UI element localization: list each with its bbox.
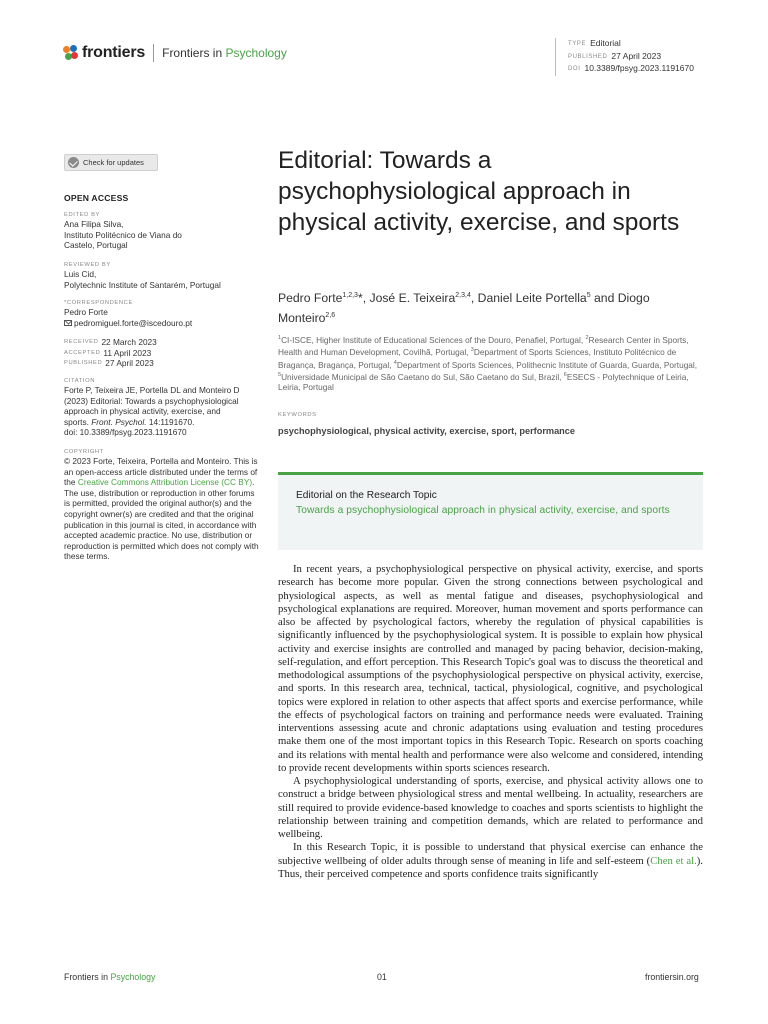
citation-text: approach in physical activity, exercise, and [64,406,221,417]
type-value: Editorial [590,38,621,48]
citation-label: CITATION [64,378,95,384]
email-icon [64,320,72,326]
check-for-updates-button[interactable] [64,154,158,171]
copyright-text: © 2023 Forte, Teixeira, Portella and Monteiro. This is an open-access article distributed under the terms of the Creative Commons Attribution License (CC BY). The use, distribution or reproduction in other forums is permitted, provided the original author(s) and the copyright owner(s) are credited and that the original publication in this journal is cited, in accordance with accepted academic practice. No use, distribution or reproduction is permitted which does not comply with these terms. [64,456,259,562]
reviewer-line: Luis Cid, [64,269,97,279]
keywords: psychophysiological, physical activity, exercise, sport, performance [278,426,576,436]
body-paragraph: In recent years, a psychophysiological perspective on physical activity, exercise, and sports research has become more popular. Given the strong connections between psychological and physiological aspects, as well as mental fatigue and diseases, psychophysiological and psychological explanations are required. Moreover, human movement and sports performance can also be affected by psychological factors, whereby the regulation of physical capabilities is significantly influenced by the psychophysiological system. It is possible to explain how physical activity and exercise insights are controlled and managed by pacing behavior, decision-making, self-regulation, and effort perception. This Research Topic's goal was to discuss the theoretical and methodological assumptions of the psychophysiological perspective on physical activity, exercise, and sports. In this research area, technical, tactical, physiological, cognitive, and psychological topics were explored in relation to other aspects that affect sports and exercise performance, while the effects of psychological factors on training and performance needs were evaluated. Training interventions assessing acute and chronic adaptations using evaluation and testing procedures make them one of the most important topics in this Research Topic. Research on sports coaching and its relations with mental health and performance were also welcome and considered, intending to provide recent developments within sports sciences research. [278,563,703,774]
doi-label: DOI [568,66,581,72]
accepted-date: 11 April 2023 [103,347,152,358]
body-paragraph: In this Research Topic, it is possible to understand that physical exercise can enhance the subjective wellbeing of older adults through sense of meaning in life and self-esteem (Chen et al.). Thus, their perceived competence and sports confidence traits significantly [278,841,703,880]
citation-block [64,377,260,438]
received-date: 22 March 2023 [101,337,157,347]
citation-text: (2023) Editorial: Towards a psychophysiological [64,395,239,406]
edited-by-label: EDITED BY [64,212,101,218]
author-name[interactable]: Daniel Leite Portella [477,291,587,306]
footer-site-link[interactable]: frontiersin.org [645,972,699,982]
doi-value[interactable]: 10.3389/fpsyg.2023.1191670 [584,63,694,73]
author-affil-sup: 5 [586,292,591,299]
correspondence-name: Pedro Forte [64,307,108,317]
copyright-label: COPYRIGHT [64,449,104,455]
dates-block [64,337,260,369]
research-topic-heading: Editorial on the Research Topic [296,490,437,501]
author-name[interactable]: Diogo Monteiro [278,291,650,326]
published-label: PUBLISHED [568,53,608,60]
editor-line: Castelo, Portugal [64,240,128,251]
reviewed-by-label: REVIEWED BY [64,262,111,268]
correspondence-email[interactable]: pedromiguel.forte@iscedouro.pt [74,317,193,328]
cc-license-link[interactable]: Creative Commons Attribution License (CC BY) [77,477,253,488]
brand-name: frontiers [82,44,146,61]
copyright-block [64,448,262,562]
citation-text: Forte P, Teixeira JE, Portella DL and Monteiro D [64,385,240,395]
article-title: Editorial: Towards a psychophysiological approach in physical activity, exercise, and sports [278,147,680,236]
keywords-label: KEYWORDS [278,412,317,418]
corresponding-mark: * [357,291,363,306]
chen-citation-link[interactable]: Chen et al. [650,854,697,867]
page-number: 01 [377,972,387,982]
received-label: RECEIVED [64,339,99,345]
type-label: TYPE [568,41,587,47]
edited-by-block [64,211,260,251]
article-meta [555,38,694,76]
check-for-updates-label: Check for updates [83,158,144,167]
open-access-label: OPEN ACCESS [64,193,129,203]
reviewer-line: Polytechnic Institute of Santarém, Portugal [64,279,221,290]
citation-text: sports. Front. Psychol. 14:1191670. [64,416,195,427]
author-affil-sup: 2,3,4 [455,292,471,299]
logo-divider [153,44,154,62]
published-value: 27 April 2023 [611,50,662,61]
research-topic-box [278,472,703,550]
author-list: Pedro Forte$^{1,2,3}$*, José E. Teixeira$^{2,3,4}$, Daniel Leite Portella$^5$ and Diogo Monteiro$^{2,6}$ [278,291,650,326]
checkmark-icon [68,157,79,168]
author-name[interactable]: José E. Teixeira [369,291,456,306]
published-date: 27 April 2023 [105,358,154,369]
reviewed-by-block [64,261,260,290]
citation-doi: doi: 10.3389/fpsyg.2023.1191670 [64,427,187,438]
frontiers-logo[interactable] [63,44,287,62]
author-affil-sup: 2,6 [325,312,336,320]
correspondence-label: *CORRESPONDENCE [64,300,133,306]
correspondence-block [64,299,260,328]
editor-line: Instituto Politécnico de Viana do [64,229,182,240]
affiliations: $^1$CI-ISCE, Higher Institute of Educational Sciences of the Douro, Penafiel, Portugal, $^2$Research Center in Sports, Health and Human Development, Covilhã, Portugal, $^3$Department of Sports Sciences, Instituto Politécnico de Bragança, Bragança, Portugal, $^4$Department of Sports Sciences, Polithecnic Institute of Guarda, Guarda, Portugal, $^5$Universidade Municipal de São Caetano do Sul, São Caetano do Sul, Brazil, $^6$ESECS - Polytechnique of Leiria, Leiria, Portugal [278,334,698,393]
author-conjunction: and [594,291,615,306]
footer-journal: Frontiers in Psychology [64,972,156,982]
editor-line: Ana Filipa Silva, [64,219,124,229]
frontiers-logo-icon [63,45,79,61]
research-topic-link[interactable]: Towards a psychophysiological approach in physical activity, exercise, and sports [296,505,670,516]
published-label: PUBLISHED [64,360,103,367]
article-body [278,563,703,881]
body-paragraph: A psychophysiological understanding of sports, exercise, and physical activity allows one to construct a bridge between physiological stress and mental wellbeing. In actuality, researchers are still required to provide evidence-based knowledge to coaches and sports scientists to highlight the relationship between training and competition demands, which are related to performance and wellbeing. [278,775,703,840]
author-affil-sup: 1,2,3 [342,292,358,299]
accepted-label: ACCEPTED [64,349,101,356]
journal-name: Frontiers in Psychology [162,46,287,60]
author-name[interactable]: Pedro Forte [278,291,343,306]
